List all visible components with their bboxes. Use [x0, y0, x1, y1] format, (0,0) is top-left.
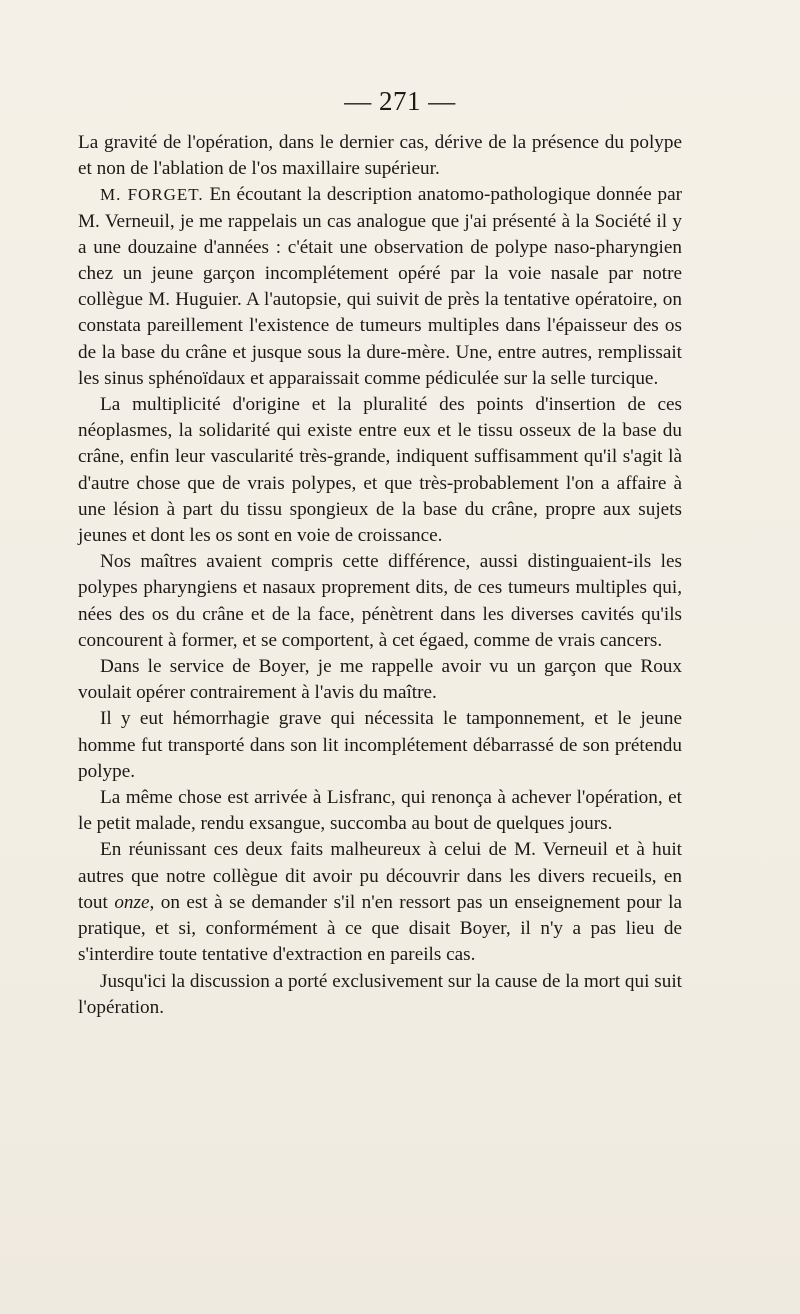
speaker-name: M. FORGET. — [100, 185, 204, 205]
body-text — [78, 130, 682, 1021]
paragraph-4: Nos maîtres avaient compris cette différence, aussi distinguaient-ils les polypes pharyngiens et nasaux proprement dits, de ces tumeurs multiples qui, nées des os du crâne et de la face, pénètrent dans les diverses cavités qu'ils concourent à former, et se comportent, à cet égaed, comme de vrais cancers. — [78, 551, 682, 651]
paragraph-8 — [78, 837, 682, 968]
paragraph-1: La gravité de l'opération, dans le dernier cas, dérive de la présence du polype et non de l'ablation de l'os maxillaire supérieur. — [78, 132, 682, 180]
paragraph-9: Jusqu'ici la discussion a porté exclusivement sur la cause de la mort qui suit l'opération. — [78, 970, 682, 1018]
paragraph-2 — [78, 182, 682, 392]
page-number: — 271 — — [344, 86, 456, 116]
paragraph-8-after: , on est à se demander s'il n'en ressort pas un enseignement pour la pratique, et si, conformément à ce que disait Boyer, il n'y a pas lieu de s'interdire toute tentative d'extraction en pareils cas. — [78, 891, 682, 966]
paragraph-6: Il y eut hémorrhagie grave qui nécessita le tamponnement, et le jeune homme fut transporté dans son lit incomplétement débarrassé de son prétendu polype. — [78, 708, 682, 782]
paragraph-8-emphasis: onze — [114, 891, 150, 913]
paragraph-2-text: En écoutant la description anatomo-pathologique donnée par M. Verneuil, je me rappelais un cas analogue que j'ai présenté à la Société il y a une douzaine d'années : c'était une observation de polype naso-pharyngien chez un jeune garçon incomplétement opéré par la voie nasale par notre collègue M. Huguier. A l'autopsie, qui suivit de près la tentative opératoire, on constata pareillement l'existence de tumeurs multiples dans l'épaisseur des os de la base du crâne et jusque sous la dure-mère. Une, entre autres, remplissait les sinus sphénoïdaux et apparaissait comme pédiculée sur la selle turcique. — [78, 184, 682, 389]
paragraph-8-before: En réunissant ces deux faits malheureux à celui de M. Verneuil et à huit autres que notre collègue dit avoir pu découvrir dans les divers recueils, en tout — [78, 839, 682, 913]
paragraph-7: La même chose est arrivée à Lisfranc, qui renonça à achever l'opération, et le petit malade, rendu exsangue, succomba au bout de quelques jours. — [78, 787, 682, 835]
paragraph-3: La multiplicité d'origine et la pluralité des points d'insertion de ces néoplasmes, la solidarité qui existe entre eux et le tissu osseux de la base du crâne, enfin leur vascularité très-grande, indiquent suffisamment qu'il s'agit là d'autre chose que de vrais polypes, et que très-probablement l'on a affaire à une lésion à part du tissu spongieux de la base du crâne, propre aux sujets jeunes et dont les os sont en voie de croissance. — [78, 394, 682, 547]
paragraph-5: Dans le service de Boyer, je me rappelle avoir vu un garçon que Roux voulait opérer contrairement à l'avis du maître. — [78, 656, 682, 704]
